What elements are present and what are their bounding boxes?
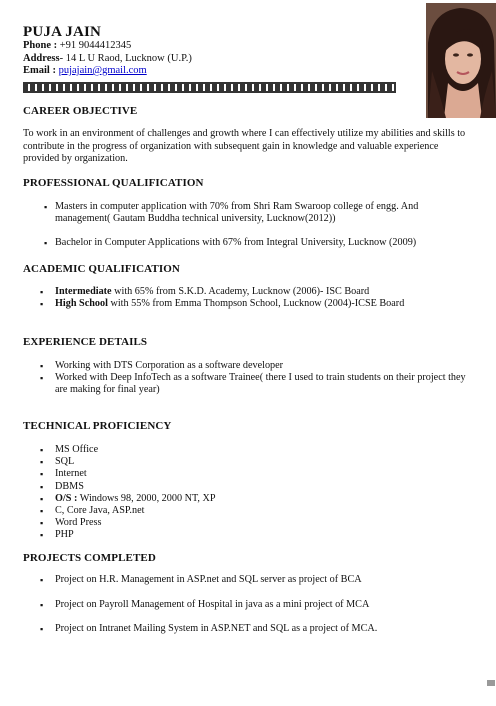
list-item: ▪ Internet	[40, 468, 340, 480]
list-item: ▪ Word Press	[40, 517, 340, 529]
projects-completed-heading: PROJECTS COMPLETED	[23, 552, 156, 564]
phone-value: +91 9044412345	[59, 40, 132, 51]
list-item: ▪ MS Office	[40, 444, 340, 456]
email-link[interactable]: pujajain@gmail.com	[58, 65, 147, 76]
phone-line: Phone : +91 9044412345	[23, 40, 132, 51]
experience-details-heading: EXPERIENCE DETAILS	[23, 336, 148, 348]
list-item	[40, 493, 340, 505]
professional-qualification-heading: PROFESSIONAL QUALIFICATION	[23, 177, 204, 189]
technical-skills-list	[40, 444, 340, 542]
os-label: O/S :	[55, 492, 78, 504]
list-item: ▪ Project on Intranet Mailing System in ASP.NET and SQL as a project of MCA.	[40, 623, 470, 635]
qualification-level: High School	[55, 298, 108, 310]
os-value: Windows 98, 2000, 2000 NT, XP	[77, 492, 216, 504]
list-item: ▪ Working with DTS Corporation as a software developer	[40, 360, 474, 372]
list-item	[40, 286, 470, 298]
qualification-detail: with 65% from S.K.D. Academy, Lucknow (2006)- ISC Board	[111, 286, 370, 297]
qualification-detail: with 55% from Emma Thompson School, Lucknow (2004)-ICSE Board	[107, 298, 405, 310]
list-item: ▪ PHP	[40, 529, 340, 541]
email-line: Email : pujajain@gmail.com	[23, 65, 147, 76]
career-objective-heading: CAREER OBJECTIVE	[23, 105, 138, 117]
list-item: ▪ Project on H.R. Management in ASP.net and SQL server as project of BCA	[40, 574, 470, 586]
technical-proficiency-heading: TECHNICAL PROFICIENCY	[23, 420, 172, 432]
candidate-name: PUJA JAIN	[23, 24, 102, 40]
list-item: ▪ Masters in computer application with 70% from Shri Ram Swaroop college of engg. And management( Gautam Buddha technical university, Lucknow(2012))	[44, 201, 472, 225]
academic-qualification-list	[40, 286, 470, 310]
profile-photo	[426, 3, 496, 118]
list-item: ▪ DBMS	[40, 481, 340, 493]
header-divider	[23, 82, 396, 93]
address-label: Address	[23, 52, 60, 64]
list-item: ▪ Bachelor in Computer Applications with 67% from Integral University, Lucknow (2009)	[44, 237, 472, 249]
contact-block	[23, 40, 192, 78]
academic-qualification-heading: ACADEMIC QUALIFICATION	[23, 263, 180, 275]
address-line: Address- 14 L U Raod, Lucknow (U.P.)	[23, 52, 192, 64]
email-label: Email	[23, 65, 50, 76]
page-corner-marker	[487, 680, 495, 686]
qualification-level: Intermediate	[55, 286, 112, 297]
experience-list	[40, 360, 474, 397]
list-item: ▪ SQL	[40, 456, 340, 468]
list-item: ▪ Project on Payroll Management of Hospital in java as a mini project of MCA	[40, 599, 470, 611]
phone-label: Phone	[23, 40, 52, 51]
career-objective-text: To work in an environment of challenges and growth where I can effectively utilize my abilities and skills to contribute in the progress of organization with subsequent gain in knowledge and valuable experience provided by organization.	[23, 128, 466, 164]
list-item: ▪ Worked with Deep InfoTech as a software Trainee( there I used to train students on their project they are making for final year)	[40, 372, 474, 396]
list-item	[40, 298, 470, 310]
professional-qualification-list	[44, 201, 472, 262]
list-item: ▪ C, Core Java, ASP.net	[40, 505, 340, 517]
projects-list	[40, 574, 470, 648]
address-value: 14 L U Raod, Lucknow (U.P.)	[65, 52, 192, 64]
